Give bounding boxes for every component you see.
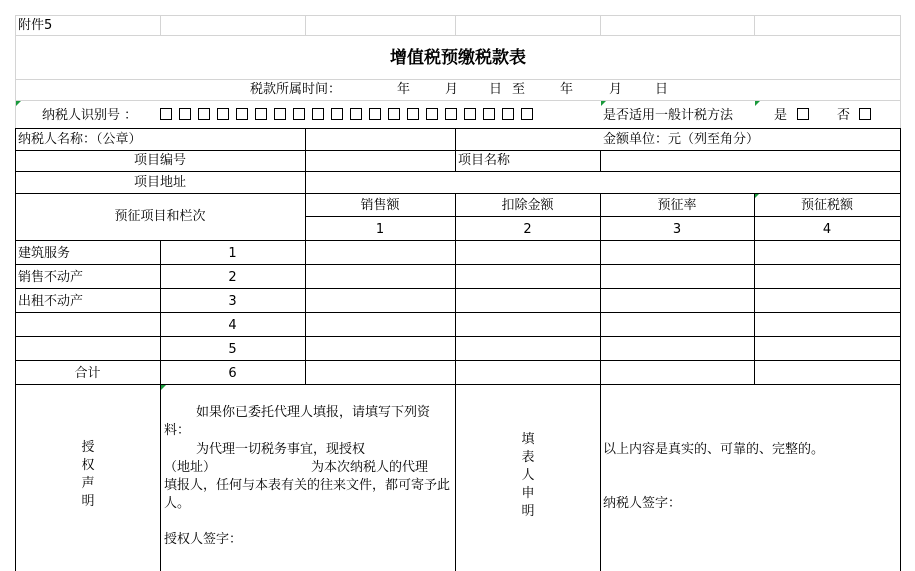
project-number-label: 项目编号 bbox=[133, 153, 186, 168]
period-year-1: 年 bbox=[397, 82, 411, 97]
taxpayer-id-digit-box[interactable] bbox=[388, 108, 400, 120]
taxpayer-id-digit-box[interactable] bbox=[217, 108, 229, 120]
col-sales-header: 销售额 bbox=[360, 198, 400, 213]
taxpayer-id-digit-box[interactable] bbox=[521, 108, 533, 120]
decl-char-2: 表 bbox=[521, 450, 535, 465]
taxpayer-name-label: 纳税人名称：（公章） bbox=[18, 132, 142, 147]
col-tax-header: 预征税额 bbox=[800, 198, 853, 213]
taxpayer-id-digit-box[interactable] bbox=[293, 108, 305, 120]
row-header-label: 预征项目和栏次 bbox=[114, 209, 206, 224]
attachment-label: 附件5 bbox=[18, 18, 53, 33]
auth-char-3: 声 bbox=[81, 476, 95, 491]
period-day-2: 日 bbox=[655, 82, 669, 97]
auth-char-1: 授 bbox=[81, 440, 95, 455]
auth-char-4: 明 bbox=[81, 494, 95, 509]
taxpayer-id-digit-box[interactable] bbox=[483, 108, 495, 120]
row-number-3: 3 bbox=[228, 294, 237, 309]
col-number-3: 3 bbox=[672, 222, 682, 237]
amount-unit-label: 金额单位：元（列至角分） bbox=[603, 132, 760, 147]
form-title: 增值税预缴税款表 bbox=[390, 48, 526, 68]
taxpayer-id-digit-box[interactable] bbox=[369, 108, 381, 120]
taxpayer-signature-label: 纳税人签字： bbox=[603, 496, 682, 511]
col-number-1: 1 bbox=[375, 222, 385, 237]
period-month-2: 月 bbox=[609, 82, 623, 97]
general-method-no-checkbox[interactable] bbox=[859, 108, 871, 120]
period-day-1: 日 bbox=[489, 82, 503, 97]
taxpayer-id-digit-box[interactable] bbox=[464, 108, 476, 120]
decl-char-5: 明 bbox=[521, 504, 535, 519]
taxpayer-id-digit-box[interactable] bbox=[179, 108, 191, 120]
col-deduction-header: 扣除金额 bbox=[501, 198, 554, 213]
decl-char-1: 填 bbox=[521, 432, 535, 447]
authorizer-signature-label: 授权人签字： bbox=[164, 532, 243, 547]
period-year-2: 年 bbox=[560, 82, 574, 97]
authorization-line-4: 填报人，任何与本表有关的往来文件，都可寄予此人。 bbox=[164, 478, 451, 511]
taxpayer-id-digit-box[interactable] bbox=[255, 108, 267, 120]
period-month-1: 月 bbox=[445, 82, 459, 97]
project-name-label: 项目名称 bbox=[458, 153, 511, 168]
col-number-2: 2 bbox=[523, 222, 532, 237]
decl-char-3: 人 bbox=[521, 468, 535, 483]
general-method-label: 是否适用一般计税方法 bbox=[603, 108, 734, 123]
general-method-yes-label: 是 bbox=[774, 108, 788, 123]
taxpayer-id-digit-box[interactable] bbox=[350, 108, 362, 120]
authorization-line-2: 为代理一切税务事宜，现授权 bbox=[196, 442, 366, 457]
decl-char-4: 申 bbox=[521, 486, 535, 501]
general-method-no-label: 否 bbox=[837, 108, 851, 123]
taxpayer-id-digit-box[interactable] bbox=[502, 108, 514, 120]
taxpayer-id-digit-box[interactable] bbox=[426, 108, 438, 120]
taxpayer-id-digit-box[interactable] bbox=[160, 108, 172, 120]
authorization-agent-text: 为本次纳税人的代理 bbox=[311, 460, 429, 475]
col-number-4: 4 bbox=[822, 222, 832, 237]
taxpayer-id-boxes[interactable] bbox=[160, 106, 540, 123]
row-label-sale-property: 销售不动产 bbox=[18, 270, 84, 285]
declaration-statement: 以上内容是真实的、可靠的、完整的。 bbox=[603, 442, 825, 457]
authorization-line-1: 如果你已委托代理人填报，请填写下列资料： bbox=[164, 405, 431, 438]
taxpayer-id-digit-box[interactable] bbox=[236, 108, 248, 120]
row-label-total: 合计 bbox=[74, 366, 101, 381]
general-method-yes-checkbox[interactable] bbox=[797, 108, 809, 120]
taxpayer-id-digit-box[interactable] bbox=[407, 108, 419, 120]
authorization-address-label: （地址） bbox=[164, 460, 217, 475]
row-label-rent-property: 出租不动产 bbox=[18, 294, 84, 309]
tax-period-label: 税款所属时间： bbox=[250, 82, 342, 97]
col-rate-header: 预征率 bbox=[657, 198, 697, 213]
row-number-1: 1 bbox=[228, 246, 237, 261]
taxpayer-id-digit-box[interactable] bbox=[198, 108, 210, 120]
row-number-2: 2 bbox=[228, 270, 237, 285]
row-number-4: 4 bbox=[228, 318, 237, 333]
row-number-5: 5 bbox=[228, 342, 237, 357]
taxpayer-id-label: 纳税人识别号 ： bbox=[42, 108, 138, 123]
taxpayer-id-digit-box[interactable] bbox=[331, 108, 343, 120]
project-address-label: 项目地址 bbox=[133, 175, 186, 190]
taxpayer-id-digit-box[interactable] bbox=[445, 108, 457, 120]
taxpayer-id-digit-box[interactable] bbox=[274, 108, 286, 120]
row-number-6: 6 bbox=[228, 366, 237, 381]
taxpayer-id-digit-box[interactable] bbox=[312, 108, 324, 120]
period-to: 至 bbox=[512, 82, 526, 97]
row-label-construction: 建筑服务 bbox=[18, 246, 71, 261]
auth-char-2: 权 bbox=[81, 458, 95, 473]
